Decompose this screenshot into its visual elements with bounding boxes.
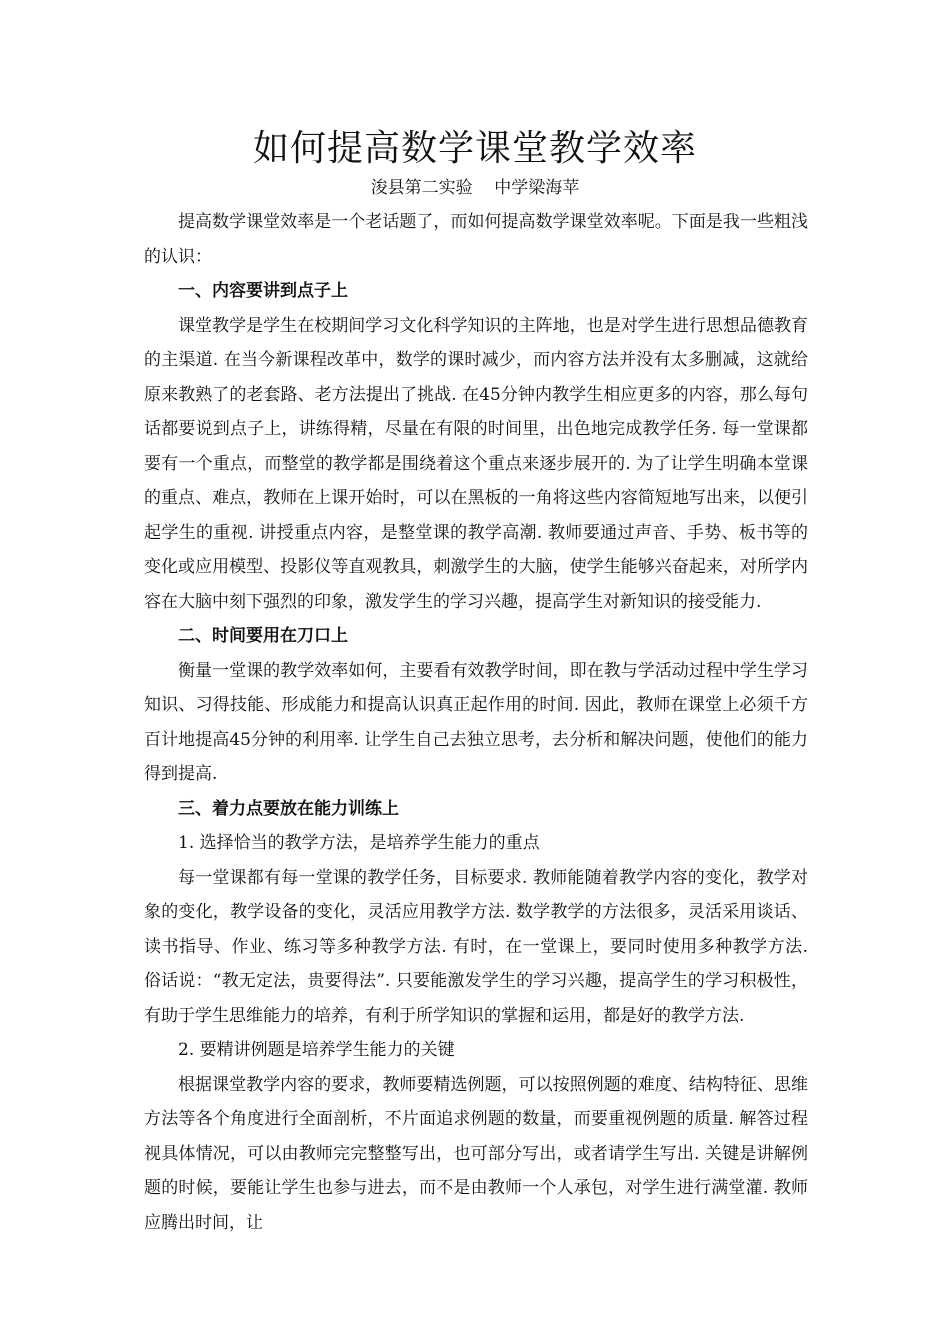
- section-heading-3: 三、着力点要放在能力训练上: [178, 798, 399, 819]
- section-heading-2: 二、时间要用在刀口上: [178, 626, 348, 646]
- intro-paragraph: 提高数学课堂效率是一个老话题了，而如何提高数学课堂效率呢。下面是我一些粗浅的认识：: [144, 212, 808, 267]
- subsection-heading-1: 1. 选择恰当的教学方法，是培养学生能力的重点: [178, 833, 540, 853]
- subsection-heading-2: 2. 要精讲例题是培养学生能力的关键: [178, 1040, 455, 1060]
- subsection-2-paragraph: 根据课堂教学内容的要求，教师要精选例题，可以按照例题的难度、结构特征、思维方法等各个角度进行全面剖析，不片面追求例题的数量，而要重视例题的质量. 解答过程视具体情况，可以由教师完完整整写出，也可部分写出，或者请学生写出. 关键是讲解例题的时候，要能让学生也参与进去，而不是由教师一个人承包，对学生进行满堂灌. 教师应腾出时间，让: [144, 1074, 808, 1233]
- document-body: [144, 205, 808, 1240]
- document-title: 如何提高数学课堂教学效率: [252, 128, 697, 169]
- section-2-paragraph: 衡量一堂课的教学效率如何，主要看有效教学时间，即在教与学活动过程中学生学习知识、习得技能、形成能力和提高认识真正起作用的时间. 因此，教师在课堂上必须千方百计地提高45分钟的利用率. 让学生自己去独立思考，去分析和解决问题，使他们的能力得到提高.: [144, 660, 808, 784]
- section-heading-1: 一、内容要讲到点子上: [178, 281, 348, 301]
- subsection-1-paragraph: 每一堂课都有每一堂课的教学任务，目标要求. 教师能随着教学内容的变化，教学对象的变化，教学设备的变化，灵活应用教学方法. 数学教学的方法很多，灵活采用谈话、读书指导、作业、练习等多种教学方法. 有时，在一堂课上，要同时使用多种教学方法. 俗话说：“教无定法，贵要得法”. 只要能激发学生的学习兴趣，提高学生的学习积极性，有助于学生思维能力的培养，有利于所学知识的掌握和运用，都是好的教学方法.: [144, 867, 808, 1026]
- author-line: 浚县第二实验 中学梁海苹: [370, 178, 580, 198]
- section-1-paragraph: 课堂教学是学生在校期间学习文化科学知识的主阵地，也是对学生进行思想品德教育的主渠道. 在当今新课程改革中，数学的课时减少，而内容方法并没有太多删减，这就给原来教熟了的老套路、老方法提出了挑战. 在45分钟内教学生相应更多的内容，那么每句话都要说到点子上，讲练得精，尽量在有限的时间里，出色地完成教学任务. 每一堂课都要有一个重点，而整堂的教学都是围绕着这个重点来逐步展开的. 为了让学生明确本堂课的重点、难点，教师在上课开始时，可以在黑板的一角将这些内容简短地写出来，以便引起学生的重视. 讲授重点内容，是整堂课的教学高潮. 教师要通过声音、手势、板书等的变化或应用模型、投影仪等直观教具，刺激学生的大脑，使学生能够兴奋起来，对所学内容在大脑中刻下强烈的印象，激发学生的学习兴趣，提高学生对新知识的接受能力.: [144, 315, 808, 612]
